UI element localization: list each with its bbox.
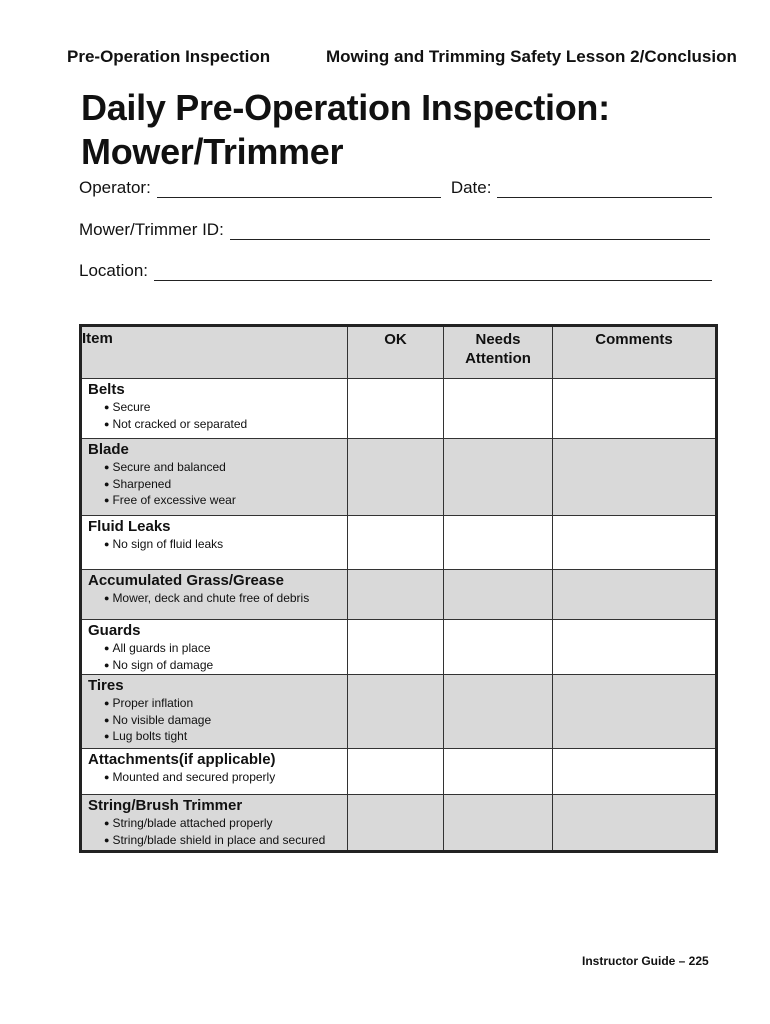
header-needs-line1: Needs (475, 331, 521, 348)
comments-cell[interactable] (553, 439, 717, 516)
item-checklist (82, 816, 347, 849)
checklist-point: ● No visible damage (104, 713, 347, 730)
ok-cell[interactable] (348, 749, 444, 795)
item-cell (81, 379, 348, 439)
needs-attention-cell[interactable] (444, 379, 553, 439)
comments-cell[interactable] (553, 570, 717, 620)
item-title: Fluid Leaks (88, 518, 171, 535)
operator-date-line (79, 178, 712, 198)
comments-cell[interactable] (553, 516, 717, 570)
item-checklist (82, 537, 347, 554)
item-checklist (82, 770, 347, 787)
running-header-left: Pre-Operation Inspection (67, 47, 271, 66)
ok-cell[interactable] (348, 379, 444, 439)
ok-cell[interactable] (348, 620, 444, 675)
needs-attention-cell[interactable] (444, 675, 553, 749)
running-header-right: Mowing and Trimming Safety Lesson 2/Conclusion (326, 47, 737, 66)
checklist-point: ● Lug bolts tight (104, 729, 347, 746)
table-row (81, 620, 717, 675)
page-title-line2: Mower/Trimmer (81, 131, 344, 172)
item-checklist (82, 400, 347, 433)
item-checklist (82, 460, 347, 510)
comments-cell[interactable] (553, 620, 717, 675)
ok-cell[interactable] (348, 516, 444, 570)
header-needs-line2: Attention (465, 350, 531, 367)
table-row (81, 675, 717, 749)
checklist-point: ● Secure (104, 400, 347, 417)
table-header-row (81, 326, 717, 379)
page-title (81, 86, 610, 174)
checklist-point: ● No sign of fluid leaks (104, 537, 347, 554)
needs-attention-cell[interactable] (444, 620, 553, 675)
table-row (81, 439, 717, 516)
checklist-point: ● Mower, deck and chute free of debris (104, 591, 347, 608)
checklist-point: ● String/blade shield in place and secured (104, 833, 347, 850)
operator-label: Operator: (79, 178, 151, 197)
checklist-point: ● Proper inflation (104, 696, 347, 713)
needs-attention-cell[interactable] (444, 749, 553, 795)
header-item: Item (81, 326, 348, 379)
checklist-point: ● Not cracked or separated (104, 417, 347, 434)
header-ok: OK (348, 326, 444, 379)
location-label: Location: (79, 261, 148, 280)
item-cell (81, 620, 348, 675)
item-title: Blade (88, 441, 129, 458)
ok-cell[interactable] (348, 570, 444, 620)
table-row (81, 749, 717, 795)
item-title: Tires (88, 677, 124, 694)
comments-cell[interactable] (553, 675, 717, 749)
table-row (81, 379, 717, 439)
item-cell (81, 439, 348, 516)
item-checklist (82, 591, 347, 608)
comments-cell[interactable] (553, 749, 717, 795)
item-title: Attachments(if applicable) (88, 751, 276, 768)
item-title: Belts (88, 381, 125, 398)
checklist-point: ● Free of excessive wear (104, 493, 347, 510)
header-comments: Comments (553, 326, 717, 379)
table-row (81, 516, 717, 570)
needs-attention-cell[interactable] (444, 795, 553, 852)
item-cell (81, 516, 348, 570)
item-cell (81, 570, 348, 620)
item-cell (81, 675, 348, 749)
checklist-point: ● No sign of damage (104, 658, 347, 675)
item-title: String/Brush Trimmer (88, 797, 243, 814)
ok-cell[interactable] (348, 439, 444, 516)
item-checklist (82, 696, 347, 746)
operator-field[interactable] (157, 183, 441, 198)
location-line (79, 261, 712, 281)
inspection-table (79, 324, 718, 853)
comments-cell[interactable] (553, 795, 717, 852)
mower-id-label: Mower/Trimmer ID: (79, 220, 224, 239)
date-label: Date: (450, 178, 492, 197)
checklist-point: ● All guards in place (104, 641, 347, 658)
table-row (81, 570, 717, 620)
item-title: Guards (88, 622, 141, 639)
mower-id-field[interactable] (230, 225, 710, 240)
comments-cell[interactable] (553, 379, 717, 439)
page-title-line1: Daily Pre-Operation Inspection: (81, 87, 610, 128)
needs-attention-cell[interactable] (444, 570, 553, 620)
ok-cell[interactable] (348, 795, 444, 852)
header-needs-attention (444, 326, 553, 379)
location-field[interactable] (154, 266, 712, 281)
checklist-point: ● Sharpened (104, 477, 347, 494)
item-checklist (82, 641, 347, 674)
item-cell (81, 749, 348, 795)
table-row (81, 795, 717, 852)
ok-cell[interactable] (348, 675, 444, 749)
checklist-point: ● Mounted and secured properly (104, 770, 347, 787)
item-title: Accumulated Grass/Grease (88, 572, 284, 589)
mower-id-line (79, 220, 710, 240)
checklist-point: ● Secure and balanced (104, 460, 347, 477)
date-field[interactable] (497, 183, 712, 198)
needs-attention-cell[interactable] (444, 439, 553, 516)
page-footer: Instructor Guide – 225 (582, 954, 709, 968)
checklist-point: ● String/blade attached properly (104, 816, 347, 833)
item-cell (81, 795, 348, 852)
needs-attention-cell[interactable] (444, 516, 553, 570)
